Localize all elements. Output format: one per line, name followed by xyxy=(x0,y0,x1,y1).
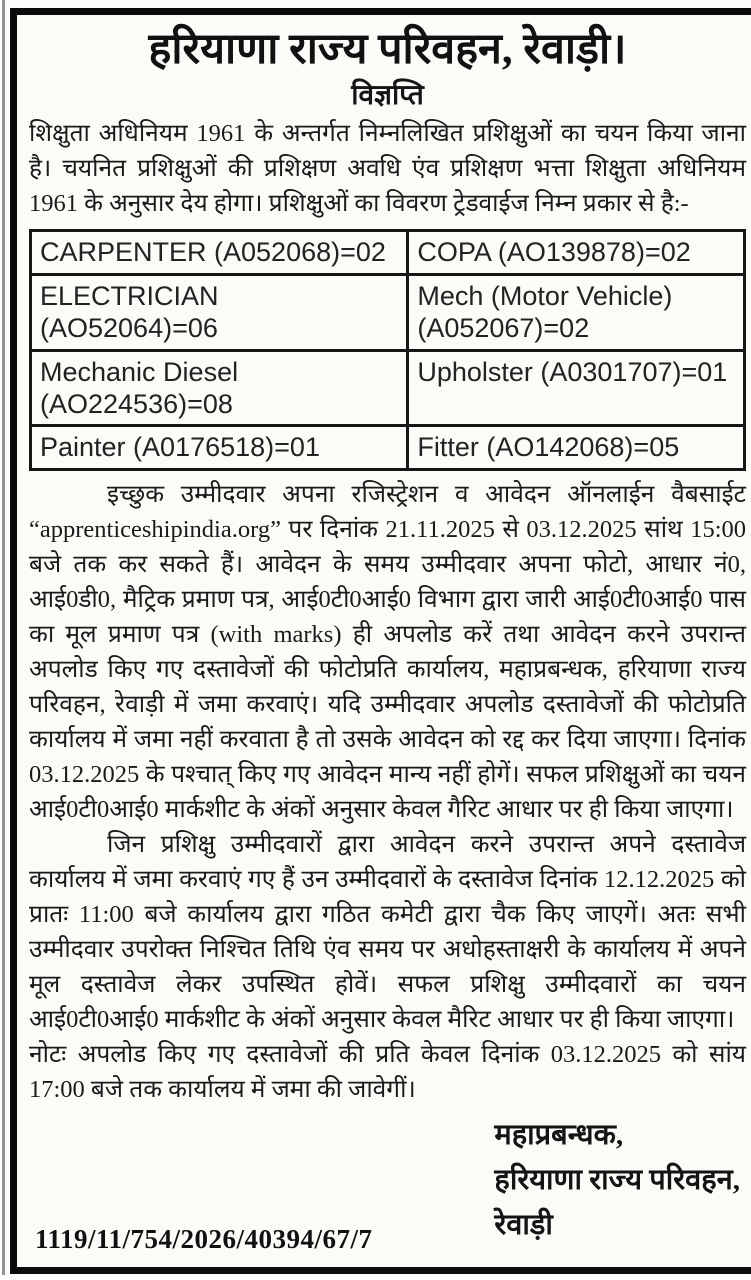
reference-number: 1119/11/754/2026/40394/67/7 xyxy=(35,1224,373,1254)
table-row-1 xyxy=(31,231,745,274)
signature-department: हरियाणा राज्य परिवहन, xyxy=(494,1163,740,1196)
trade-cell-fitter: Fitter (AO142068)=05 xyxy=(408,426,745,469)
signature-block xyxy=(494,1113,740,1248)
trade-cell-carpenter: CARPENTER (A052068)=02 xyxy=(31,231,408,274)
notice-border-frame xyxy=(10,8,751,1274)
trades-table xyxy=(29,229,746,470)
trade-cell-copa: COPA (AO139878)=02 xyxy=(408,231,745,274)
table-row-4 xyxy=(31,426,745,469)
signature-designation: महाप्रबन्धक, xyxy=(494,1118,624,1151)
verification-paragraph: जिन प्रशिक्षु उम्मीदवारों द्वारा आवेदन करने उपरान्त अपने दस्तावेज कार्यालय में जमा करवाएं गए हैं उन उम्मीदवारों के दस्तावेज दिनांक 12.12.2025 को प्रातः 11:00 बजे कार्यालय द्वारा गठित कमेटी द्वारा चैक किए जाएगें। अतः सभी उम्मीदवार उपरोक्त निश्चित तिथि एंव समय पर अधोहस्ताक्षरी के कार्यालय में अपने मूल दस्तावेज लेकर उपस्थित होवें। सफल प्रशिक्षु उम्मीदवारों का चयन आई0टी0आई0 मार्कशीट के अंकों अनुसार केवल मैरिट आधार पर ही किया जाएगा। xyxy=(29,830,746,1033)
application-paragraph: इच्छुक उम्मीदवार अपना रजिस्ट्रेशन व आवेदन ऑनलाईन वैबसाईट “apprenticeshipindia.org” पर दिनांक 21.11.2025 से 03.12.2025 सांथ 15:00 बजे तक कर सकते हैं। आवेदन के समय उम्मीदवार अपना फोटो, आधार नं0, आई0डी0, मैट्रिक प्रमाण पत्र, आई0टी0आई0 विभाग द्वारा जारी आई0टी0आई0 पास का मूल प्रमाण पत्र (with marks) ही अपलोड करें तथा आवेदन करने उपरान्त अपलोड किए गए दस्तावेजों की फोटोप्रति कार्यालय, महाप्रबन्धक, हरियाणा राज्य परिवहन, रेवाड़ी में जमा करवाएं। यदि उम्मीदवार अपलोड दस्तावेजों की फोटोप्रति कार्यालय में जमा नहीं करवाता है तो उसके आवेदन को रद्द कर दिया जाएगा। दिनांक 03.12.2025 के पश्चात् किए गए आवेदन मान्य नहीं होगें। सफल प्रशिक्षुओं का चयन आई0टी0आई0 मार्कशीट के अंकों अनुसार केवल गैरिट आधार पर ही किया जाएगा। xyxy=(29,480,746,823)
trade-cell-electrician: ELECTRICIAN (AO52064)=06 xyxy=(31,274,408,350)
notice-subtitle: विज्ञप्ति xyxy=(351,79,424,111)
trade-cell-mech-motor-vehicle: Mech (Motor Vehicle) (A052067)=02 xyxy=(408,274,745,350)
intro-paragraph: शिक्षुता अधिनियम 1961 के अन्तर्गत निम्नलिखित प्रशिक्षुओं का चयन किया जाना है। चयनित प्रशिक्षुओं की प्रशिक्षण अवधि एंव प्रशिक्षण भत्ता शिक्षुता अधिनियम 1961 के अनुसार देय होगा। प्रशिक्षुओं का विवरण ट्रेडवाईज निम्न प्रकार से है:- xyxy=(29,120,746,218)
trade-cell-painter: Painter (A0176518)=01 xyxy=(31,426,408,469)
table-row-2 xyxy=(31,274,745,350)
trade-cell-mechanic-diesel: Mechanic Diesel (AO224536)=08 xyxy=(31,350,408,426)
trade-cell-upholster: Upholster (A0301707)=01 xyxy=(408,350,745,426)
scan-artifact-line xyxy=(2,0,5,1275)
table-row-3 xyxy=(31,350,745,426)
note-paragraph: नोटः अपलोड किए गए दस्तावेजों की प्रति केवल दिनांक 03.12.2025 को सांय 17:00 बजे तक कार्यालय में जमा की जावेगीं। xyxy=(29,1040,746,1103)
notice-title: हरियाणा राज्य परिवहन, रेवाड़ी। xyxy=(148,26,627,73)
signature-location: रेवाड़ी xyxy=(494,1208,553,1241)
